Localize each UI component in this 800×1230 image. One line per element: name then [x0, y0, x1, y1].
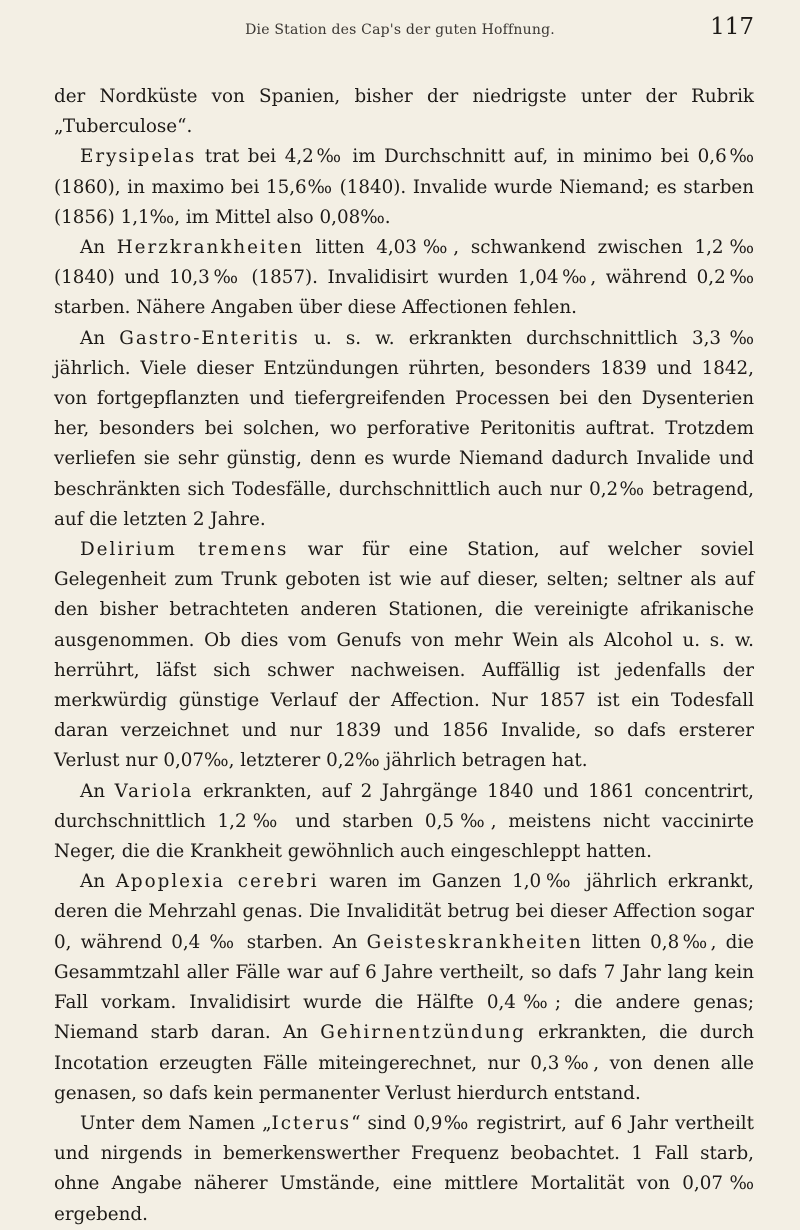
spaced-term: Apoplexia cerebri [115, 871, 319, 893]
paragraph [54, 233, 754, 324]
text-run: litten 0,8‰, die Gesammtzahl aller Fälle war auf 6 Jahre vertheilt, so dafs 7 Jahr lang kein Fall vorkam. Invalidisirt wurde die Hälfte 0,4‰; die andere genas; Niemand starb daran. An [54, 931, 754, 1044]
text-run: waren im Ganzen 1,0‰ jährlich erkrankt, deren die Mehrzahl genas. Die Invalidität betrug bei dieser Affection sogar 0, während 0,4 ‰ starben. An [54, 871, 754, 953]
spaced-term: Geisteskrankheiten [366, 931, 583, 953]
paragraph [54, 1109, 754, 1230]
paragraph [54, 324, 754, 535]
text-run: erkrankten, die durch Incotation erzeugten Fälle miteingerechnet, nur 0,3‰, von denen alle genasen, so dafs kein permanenter Verlust hierdurch entstand. [54, 1022, 754, 1104]
page-number: 117 [710, 14, 754, 40]
spaced-term: Erysipelas [80, 146, 197, 168]
paragraph [54, 142, 754, 233]
text-run: An [80, 237, 117, 259]
text-run: u. s. w. erkrankten durchschnittlich 3,3‰ jährlich. Viele dieser Entzündungen rührten, besonders 1839 und 1842, von fortgepflanzten und tiefergreifenden Processen bei den Dysenterien her, besonders bei solchen, wo perforative Peritonitis auftrat. Trotzdem verliefen sie sehr günstig, denn es wurde Niemand dadurch Invalide und beschränkten sich Todesfälle, durchschnittlich auch nur 0,2‰ betragend, auf die letzten 2 Jahre. [54, 327, 754, 530]
paragraph [54, 82, 754, 142]
spaced-term: Delirium tremens [80, 539, 289, 561]
text-run: erkrankten, auf 2 Jahrgänge 1840 und 1861 concentrirt, durchschnittlich 1,2‰ und starben 0,5‰, meistens nicht vaccinirte Neger, die die Krankheit gewöhnlich auch eingeschleppt hatten. [54, 780, 754, 863]
paragraph [54, 867, 754, 1109]
text-run: Unter dem Namen „ [80, 1112, 272, 1134]
body-text [54, 82, 754, 1230]
spaced-term: Variola [114, 780, 194, 802]
text-run: An [80, 780, 115, 802]
text-run: litten 4,03‰, schwankend zwischen 1,2‰ (1840) und 10,3‰ (1857). Invalidisirt wurden 1,04‰, während 0,2‰ starben. Nähere Angaben über diese Affectionen fehlen. [54, 237, 754, 319]
page-header [0, 14, 800, 54]
text-run: An [80, 327, 120, 349]
text-run: der Nordküste von Spanien, bisher der niedrigste unter der Rubrik „Tuberculose“. [54, 86, 754, 138]
paragraph [54, 535, 754, 777]
spaced-term: Icterus [271, 1112, 352, 1134]
text-run: trat bei 4,2‰ im Durchschnitt auf, in minimo bei 0,6‰ (1860), in maximo bei 15,6‰ (1840). Invalide wurde Niemand; es starben (1856) 1,1‰, im Mittel also 0,08‰. [54, 146, 754, 228]
text-run: war für eine Station, auf welcher soviel Gelegenheit zum Trunk geboten ist wie auf dieser, selten; seltner als auf den bisher betrachteten anderen Stationen, die vereinigte afrikanische ausgenommen. Ob dies vom Genufs von mehr Wein als Alcohol u. s. w. herrührt, läfst sich schwer nachweisen. Auffällig ist jedenfalls der merkwürdig günstige Verlauf der Affection. Nur 1857 ist ein Todesfall daran verzeichnet und nur 1839 und 1856 Invalide, so dafs ersterer Verlust nur 0,07‰, letzterer 0,2‰ jährlich betragen hat. [54, 539, 754, 772]
text-run: An [80, 871, 116, 893]
running-title: Die Station des Cap's der guten Hoffnung. [245, 22, 555, 38]
spaced-term: Herzkrankheiten [116, 237, 304, 259]
paragraph [54, 777, 754, 868]
spaced-term: Gehirnentzündung [320, 1022, 526, 1044]
text-run: “ sind 0,9‰ registrirt, auf 6 Jahr vertheilt und nirgends in bemerkenswerther Frequenz beobachtet. 1 Fall starb, ohne Angabe näherer Umstände, eine mittlere Mortalität von 0,07‰ ergebend. [54, 1112, 755, 1225]
spaced-term: Gastro-Enteritis [119, 327, 300, 349]
